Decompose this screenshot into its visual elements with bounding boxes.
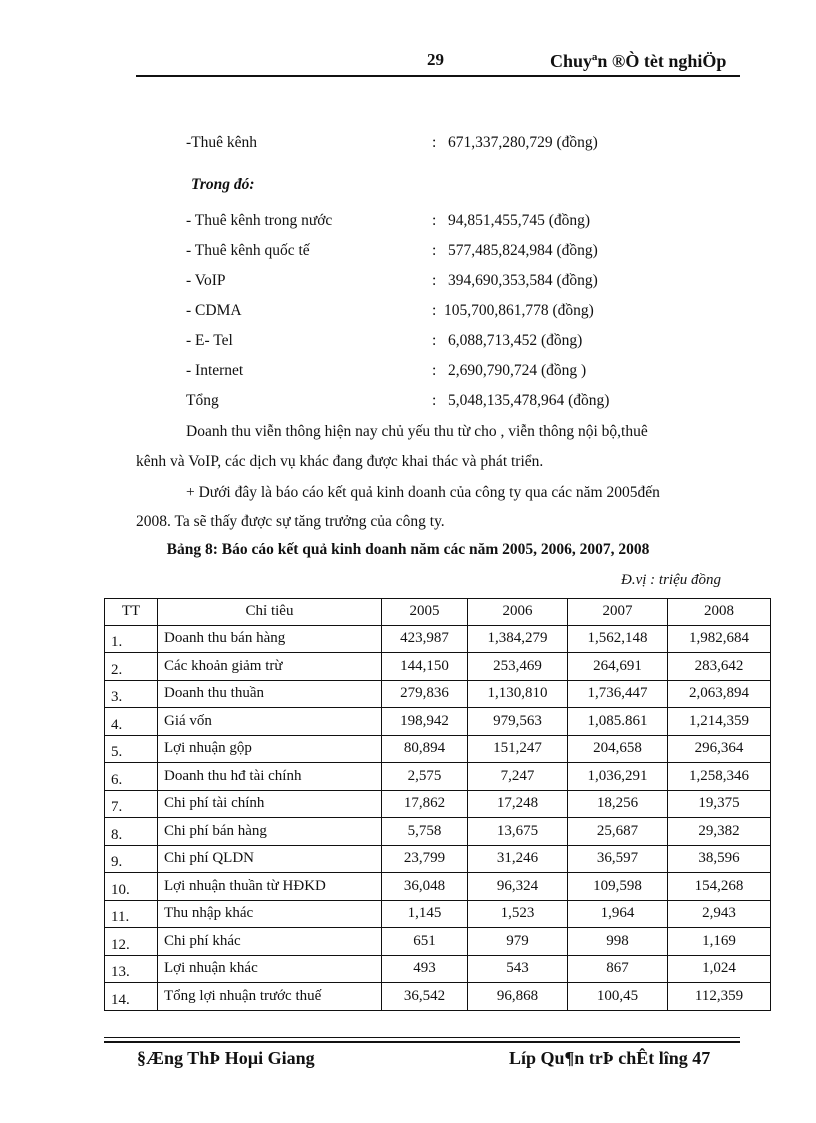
revenue-colon: : — [432, 272, 437, 289]
revenue-value: 5,048,135,478,964 (đồng) — [448, 392, 610, 409]
indicator-name: Doanh thu bán hàng — [158, 625, 382, 653]
revenue-label: - Internet — [186, 362, 244, 379]
value-cell: 38,596 — [668, 845, 771, 873]
paragraph-2-line-2: 2008. Ta sẽ thấy được sự tăng trưởng của công ty. — [136, 513, 445, 530]
value-cell: 998 — [568, 928, 668, 956]
value-cell: 109,598 — [568, 873, 668, 901]
revenue-label: - Thuê kênh quốc tế — [186, 242, 310, 259]
table-row — [105, 845, 771, 873]
table-row — [105, 790, 771, 818]
row-number: 2. — [105, 653, 158, 681]
indicator-name: Tổng lợi nhuận trước thuế — [158, 983, 382, 1011]
indicator-name: Doanh thu hđ tài chính — [158, 763, 382, 791]
revenue-colon: : — [432, 242, 437, 259]
table-row — [105, 983, 771, 1011]
revenue-value: 394,690,353,584 (đồng) — [448, 272, 598, 289]
table-row — [105, 653, 771, 681]
value-cell: 1,036,291 — [568, 763, 668, 791]
value-cell: 112,359 — [668, 983, 771, 1011]
value-cell: 198,942 — [382, 708, 468, 736]
value-cell: 253,469 — [468, 653, 568, 681]
revenue-label: - Thuê kênh trong nước — [186, 212, 333, 229]
paragraph-1-line-2: kênh và VoIP, các dịch vụ khác đang được khai thác và phát triển. — [136, 453, 544, 470]
value-cell: 5,758 — [382, 818, 468, 846]
revenue-colon: : — [432, 392, 437, 409]
value-cell: 1,085.861 — [568, 708, 668, 736]
revenue-value: 577,485,824,984 (đồng) — [448, 242, 598, 259]
header-2008: 2008 — [668, 599, 771, 626]
indicator-name: Lợi nhuận thuần từ HĐKD — [158, 873, 382, 901]
indicator-name: Chi phí QLDN — [158, 845, 382, 873]
indicator-name: Thu nhập khác — [158, 900, 382, 928]
row-number: 13. — [105, 955, 158, 983]
value-cell: 29,382 — [668, 818, 771, 846]
value-cell: 17,862 — [382, 790, 468, 818]
table-row — [105, 900, 771, 928]
indicator-name: Chi phí tài chính — [158, 790, 382, 818]
row-number: 8. — [105, 818, 158, 846]
revenue-value: 105,700,861,778 (đồng) — [444, 302, 594, 319]
value-cell: 36,048 — [382, 873, 468, 901]
row-number: 3. — [105, 680, 158, 708]
value-cell: 96,324 — [468, 873, 568, 901]
value-cell: 154,268 — [668, 873, 771, 901]
table-row — [105, 873, 771, 901]
table-body — [105, 625, 771, 1010]
indicator-name: Chi phí bán hàng — [158, 818, 382, 846]
value-cell: 1,523 — [468, 900, 568, 928]
table-row — [105, 955, 771, 983]
table-title: Bảng 8: Báo cáo kết quả kinh doanh năm các năm 2005, 2006, 2007, 2008 — [166, 541, 650, 558]
revenue-label: -Thuê kênh — [186, 134, 258, 151]
indicator-name: Lợi nhuận gộp — [158, 735, 382, 763]
value-cell: 96,868 — [468, 983, 568, 1011]
indicator-name: Doanh thu thuần — [158, 680, 382, 708]
value-cell: 979 — [468, 928, 568, 956]
value-cell: 1,024 — [668, 955, 771, 983]
value-cell: 867 — [568, 955, 668, 983]
value-cell: 279,836 — [382, 680, 468, 708]
value-cell: 1,258,346 — [668, 763, 771, 791]
revenue-colon: : — [432, 332, 437, 349]
row-number: 7. — [105, 790, 158, 818]
table-row — [105, 763, 771, 791]
value-cell: 264,691 — [568, 653, 668, 681]
header-indicator: Chỉ tiêu — [158, 599, 382, 626]
revenue-label: - E- Tel — [186, 332, 233, 349]
header-2005: 2005 — [382, 599, 468, 626]
document-title: Chuyªn ®Ò tèt nghiÖp — [550, 51, 727, 71]
value-cell: 17,248 — [468, 790, 568, 818]
table-row — [105, 818, 771, 846]
value-cell: 543 — [468, 955, 568, 983]
row-number: 1. — [105, 625, 158, 653]
revenue-label: Tổng — [186, 392, 219, 409]
indicator-name: Giá vốn — [158, 708, 382, 736]
header-2006: 2006 — [468, 599, 568, 626]
paragraph-2-line-1: + Dưới đây là báo cáo kết quả kinh doanh của công ty qua các năm 2005đến — [186, 484, 660, 501]
table-header-row — [105, 599, 771, 626]
page-number: 29 — [427, 50, 444, 69]
value-cell: 80,894 — [382, 735, 468, 763]
row-number: 12. — [105, 928, 158, 956]
row-number: 9. — [105, 845, 158, 873]
row-number: 14. — [105, 983, 158, 1011]
value-cell: 36,597 — [568, 845, 668, 873]
value-cell: 25,687 — [568, 818, 668, 846]
subheading: Trong đó: — [191, 176, 255, 193]
revenue-value: 671,337,280,729 (đồng) — [448, 134, 598, 151]
value-cell: 423,987 — [382, 625, 468, 653]
value-cell: 1,214,359 — [668, 708, 771, 736]
value-cell: 13,675 — [468, 818, 568, 846]
value-cell: 19,375 — [668, 790, 771, 818]
revenue-label: - CDMA — [186, 302, 242, 319]
value-cell: 2,063,894 — [668, 680, 771, 708]
indicator-name: Lợi nhuận khác — [158, 955, 382, 983]
value-cell: 1,130,810 — [468, 680, 568, 708]
value-cell: 296,364 — [668, 735, 771, 763]
revenue-colon: : — [432, 302, 437, 319]
revenue-value: 94,851,455,745 (đồng) — [448, 212, 591, 229]
value-cell: 23,799 — [382, 845, 468, 873]
value-cell: 651 — [382, 928, 468, 956]
value-cell: 2,943 — [668, 900, 771, 928]
indicator-name: Chi phí khác — [158, 928, 382, 956]
revenue-value: 2,690,790,724 (đồng ) — [448, 362, 587, 379]
value-cell: 18,256 — [568, 790, 668, 818]
value-cell: 1,562,148 — [568, 625, 668, 653]
revenue-value: 6,088,713,452 (đồng) — [448, 332, 583, 349]
row-number: 5. — [105, 735, 158, 763]
value-cell: 1,964 — [568, 900, 668, 928]
revenue-colon: : — [432, 212, 437, 229]
value-cell: 1,384,279 — [468, 625, 568, 653]
indicator-name: Các khoản giảm trừ — [158, 653, 382, 681]
author-name: §Æng ThÞ Hoµi Giang — [137, 1048, 315, 1068]
row-number: 11. — [105, 900, 158, 928]
value-cell: 283,642 — [668, 653, 771, 681]
value-cell: 7,247 — [468, 763, 568, 791]
value-cell: 2,575 — [382, 763, 468, 791]
paragraph-1-line-1: Doanh thu viễn thông hiện nay chủ yếu thu từ cho , viễn thông nội bộ,thuê — [186, 423, 648, 440]
table-unit: Đ.vị : triệu đồng — [621, 572, 721, 588]
value-cell: 144,150 — [382, 653, 468, 681]
value-cell: 151,247 — [468, 735, 568, 763]
value-cell: 1,736,447 — [568, 680, 668, 708]
value-cell: 36,542 — [382, 983, 468, 1011]
value-cell: 1,145 — [382, 900, 468, 928]
value-cell: 31,246 — [468, 845, 568, 873]
row-number: 4. — [105, 708, 158, 736]
header-2007: 2007 — [568, 599, 668, 626]
value-cell: 979,563 — [468, 708, 568, 736]
table-row — [105, 928, 771, 956]
class-and-page: Líp Qu¶n trÞ chÊt lîng 47 — [509, 1048, 711, 1068]
revenue-colon: : — [432, 134, 437, 151]
table-row — [105, 708, 771, 736]
revenue-label: - VoIP — [186, 272, 226, 289]
business-results-table — [104, 598, 771, 1011]
header-tt: TT — [105, 599, 158, 626]
table-row — [105, 680, 771, 708]
value-cell: 1,169 — [668, 928, 771, 956]
footer-rule-thick — [104, 1041, 740, 1043]
header-rule — [136, 75, 740, 77]
value-cell: 204,658 — [568, 735, 668, 763]
revenue-colon: : — [432, 362, 437, 379]
value-cell: 1,982,684 — [668, 625, 771, 653]
footer-rule — [104, 1037, 740, 1038]
row-number: 6. — [105, 763, 158, 791]
value-cell: 100,45 — [568, 983, 668, 1011]
value-cell: 493 — [382, 955, 468, 983]
table-row — [105, 625, 771, 653]
table-row — [105, 735, 771, 763]
row-number: 10. — [105, 873, 158, 901]
